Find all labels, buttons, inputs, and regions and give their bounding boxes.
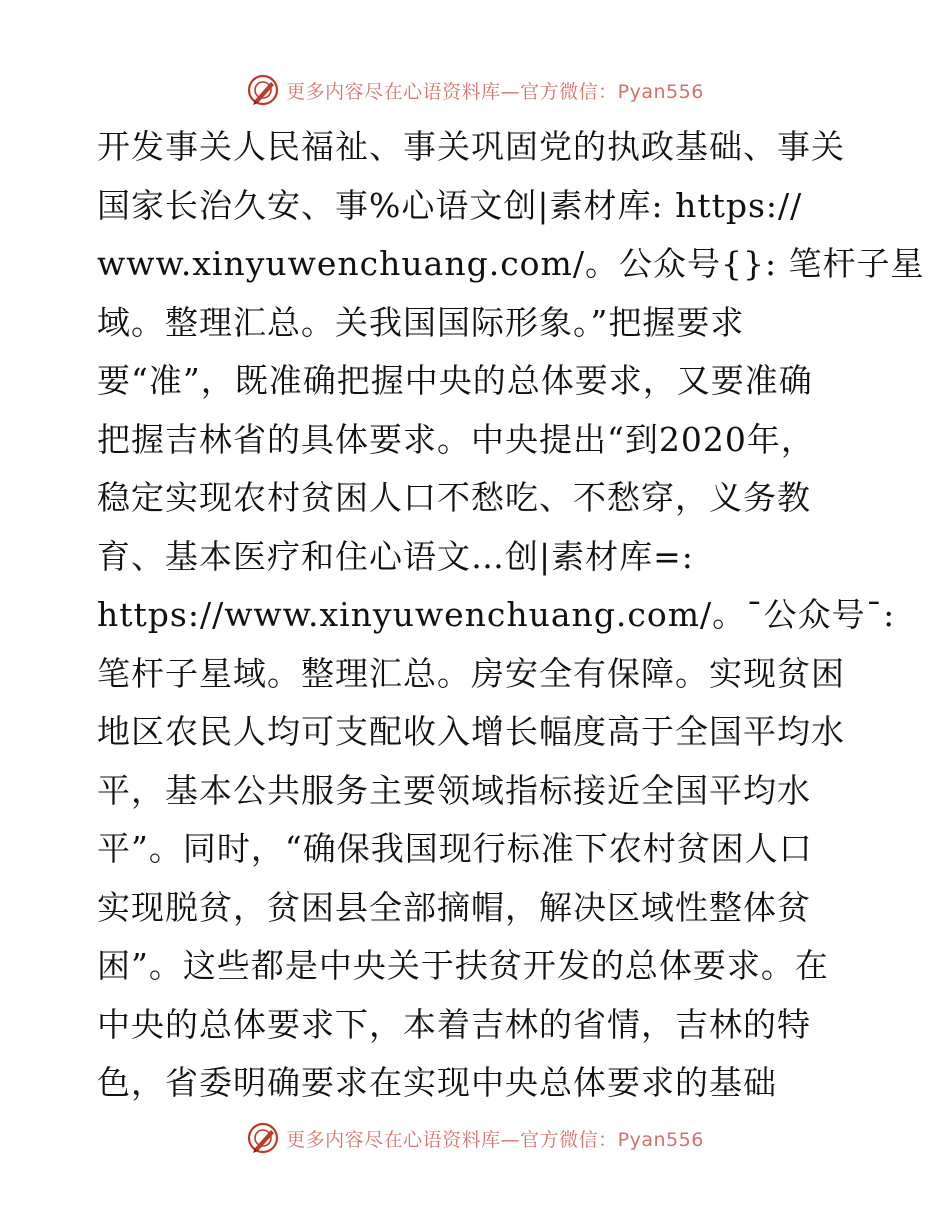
body-line: 国家长治久安、事%心语文创|素材库: https:// (97, 185, 803, 225)
body-line: www.xinyuwenchuang.com/。公众号{}: 笔杆子星 (97, 244, 925, 283)
body-line: https://www.xinyuwenchuang.com/。¯公众号¯: (97, 595, 896, 634)
body-line: 实现脱贫，贫困县全部摘帽，解决区域性整体贫 (97, 887, 811, 927)
body-line: 困”。这些都是中央关于扶贫开发的总体要求。在 (97, 946, 829, 985)
document-body (97, 122, 925, 1117)
footer-banner (0, 1118, 950, 1158)
footer-banner-text: 更多内容尽在心语资料库—官方微信：Pyan556 (286, 1128, 704, 1151)
body-line: 稳定实现农村贫困人口不愁吃、不愁穿，义务教 (97, 478, 811, 517)
body-line: 要“准”，既准确把握中央的总体要求，又要准确 (97, 361, 813, 400)
body-line: 色，省委明确要求在实现中央总体要求的基础 (97, 1063, 777, 1102)
body-line: 域。整理汇总。关我国国际形象。”把握要求 (97, 302, 745, 342)
body-line: 开发事关人民福祉、事关巩固党的执政基础、事关 (97, 127, 845, 166)
body-line: 把握吉林省的具体要求。中央提出“到2020年， (97, 419, 815, 459)
body-line: 平”。同时，“确保我国现行标准下农村贫困人口 (97, 829, 813, 868)
body-line: 育、基本医疗和住心语文…创|素材库=: (97, 536, 694, 576)
header-banner-text: 更多内容尽在心语资料库—官方微信：Pyan556 (286, 80, 704, 103)
body-line: 中央的总体要求下，本着吉林的省情，吉林的特 (97, 1004, 811, 1044)
header-banner (0, 70, 950, 110)
body-line: 平，基本公共服务主要领域指标接近全国平均水 (97, 770, 811, 810)
pen-logo-icon (246, 1121, 280, 1155)
body-line: 笔杆子星域。整理汇总。房安全有保障。实现贫困 (97, 653, 845, 693)
pen-logo-icon (246, 73, 280, 107)
body-line: 地区农民人均可支配收入增长幅度高于全国平均水 (97, 712, 845, 751)
